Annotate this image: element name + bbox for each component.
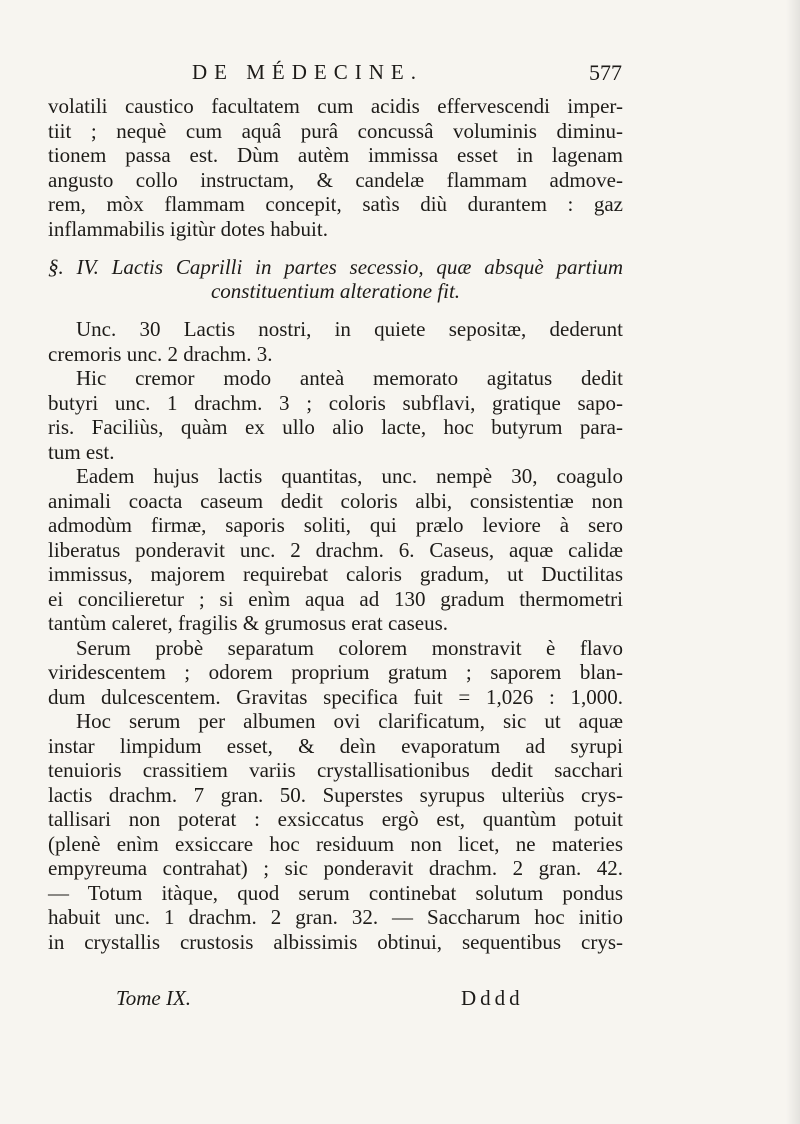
text-line: tantùm caleret, fragilis & grumosus erat caseus. bbox=[48, 611, 449, 635]
text-line: ei concilieretur ; si enìm aqua ad 130 gradum thermometri bbox=[48, 586, 623, 611]
page-header bbox=[192, 58, 622, 90]
text-line: animali coacta caseum dedit coloris albi, consistentiæ non bbox=[48, 488, 623, 513]
text-line: rem, mòx flammam concepit, satìs diù durantem : gaz bbox=[48, 192, 623, 216]
text-line: angusto collo instructam, & candelæ flammam admove- bbox=[48, 167, 623, 192]
text-line: tallisari non poterat : exsiccatus ergò est, quantùm potuit bbox=[48, 807, 623, 831]
text-line: instar limpidum esset, & deìn evaporatum ad syrupi bbox=[48, 733, 623, 758]
text-line: Serum probè separatum colorem monstravit è flavo bbox=[76, 635, 623, 660]
text-line: Unc. 30 Lactis nostri, in quiete sepositæ, dederunt bbox=[76, 317, 623, 341]
text-line: dum dulcescentem. Gravitas specifica fuit = 1,026 : 1,000. bbox=[48, 684, 623, 709]
text-line: Eadem hujus lactis quantitas, unc. nempè 30, coagulo bbox=[76, 464, 623, 488]
page-edge-shadow bbox=[786, 0, 800, 1124]
text-line: tenuioris crassitiem variis crystallisationibus dedit sacchari bbox=[48, 758, 623, 782]
section-heading: constituentium alteratione fit. bbox=[210, 279, 461, 303]
text-line: cremoris unc. 2 drachm. 3. bbox=[48, 341, 273, 366]
text-line: admodùm firmæ, saporis soliti, qui prælo leviore à sero bbox=[48, 513, 623, 537]
text-line: tionem passa est. Dùm autèm immissa esset in lagenam bbox=[48, 143, 623, 167]
text-line: Hoc serum per albumen ovi clarificatum, sic ut aquæ bbox=[76, 709, 623, 733]
text-line: ris. Faciliùs, quàm ex ullo alio lacte, hoc butyrum para- bbox=[48, 415, 623, 439]
section-heading: §. IV. Lactis Caprilli in partes secessio, quæ absquè partium bbox=[48, 255, 623, 279]
text-line: volatili caustico facultatem cum acidis effervescendi imper- bbox=[48, 94, 623, 118]
running-head: DE MÉDECINE. bbox=[192, 60, 423, 84]
text-line: in crystallis crustosis albissimis obtinui, sequentibus crys- bbox=[48, 929, 623, 954]
volume-label: Tome IX. bbox=[116, 986, 192, 1010]
text-line: lactis drachm. 7 gran. 50. Superstes syrupus ulteriùs crys- bbox=[48, 782, 623, 807]
text-line: empyreuma contrahat) ; sic ponderavit drachm. 2 gran. 42. bbox=[48, 856, 623, 880]
text-line: liberatus ponderavit unc. 2 drachm. 6. Caseus, aquæ calidæ bbox=[48, 537, 623, 562]
text-line: habuit unc. 1 drachm. 2 gran. 32. — Saccharum hoc initio bbox=[48, 905, 623, 929]
page-number: 577 bbox=[589, 60, 622, 85]
page-footer bbox=[116, 986, 556, 1016]
body-text bbox=[48, 94, 623, 954]
text-line: tiit ; nequè cum aquâ purâ concussâ voluminis diminu- bbox=[48, 118, 623, 143]
text-line: — Totum itàque, quod serum continebat solutum pondus bbox=[48, 880, 623, 905]
text-line: butyri unc. 1 drachm. 3 ; coloris subflavi, gratique sapo- bbox=[48, 390, 623, 415]
text-line: immissus, majorem requirebat caloris gradum, ut Ductilitas bbox=[48, 562, 623, 586]
text-line: inflammabilis igitùr dotes habuit. bbox=[48, 216, 328, 241]
signature-mark: Dddd bbox=[461, 986, 524, 1010]
text-line: viridescentem ; odorem proprium gratum ; saporem blan- bbox=[48, 660, 623, 684]
text-line: Hic cremor modo anteà memorato agitatus dedit bbox=[76, 366, 623, 390]
text-line: (plenè enìm exsiccare hoc residuum non licet, ne materies bbox=[48, 831, 623, 856]
text-line: tum est. bbox=[48, 439, 115, 464]
